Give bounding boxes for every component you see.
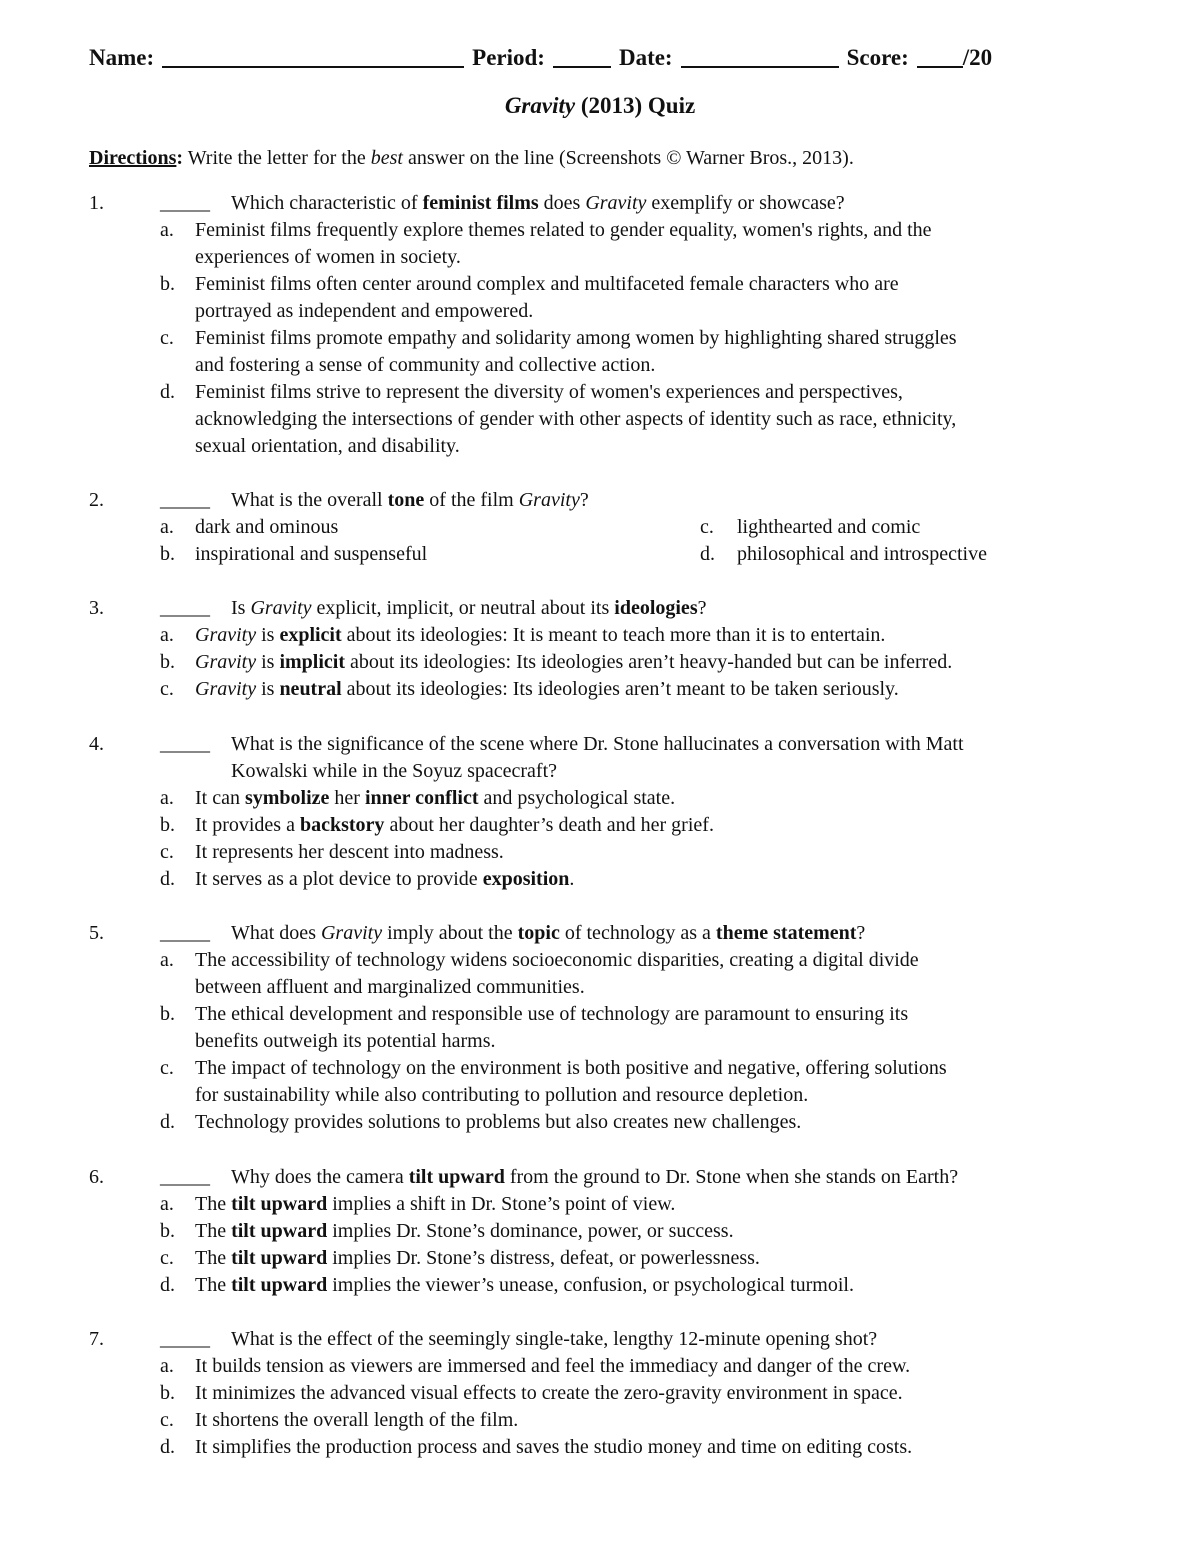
film-title: Gravity <box>195 624 257 646</box>
answer-blank[interactable]: _____ <box>160 733 210 755</box>
q-part: ? <box>856 922 866 944</box>
question-3 <box>0 595 1200 703</box>
option-keyword: tilt upward <box>231 1193 328 1215</box>
option-b-text: inspirational and suspenseful <box>195 543 428 565</box>
option-line: The ethical development and responsible use of technology are paramount to ensuring its <box>195 1003 909 1025</box>
film-title: Gravity <box>195 678 257 700</box>
option-part: is <box>256 624 280 646</box>
option-part: . <box>569 868 575 890</box>
option-row <box>0 514 1200 541</box>
option-text: It minimizes the advanced visual effects to create the zero-gravity environment in space. <box>195 1382 903 1404</box>
option-line: Feminist films strive to represent the diversity of women's experiences and perspectives, <box>195 381 903 403</box>
option-line: benefits outweigh its potential harms. <box>195 1030 496 1052</box>
question-line: What is the significance of the scene where Dr. Stone hallucinates a conversation with Matt <box>231 733 964 755</box>
option-text: It simplifies the production process and saves the studio money and time on editing costs. <box>195 1436 913 1458</box>
option-a <box>0 785 1200 812</box>
question-number: 1. <box>89 192 104 214</box>
student-info-header <box>89 40 1099 72</box>
option-b <box>0 1218 1200 1245</box>
question-number: 4. <box>89 733 104 755</box>
option-text <box>195 217 1100 271</box>
option-part: and psychological state. <box>478 787 676 809</box>
option-d <box>0 1434 1200 1461</box>
option-keyword: backstory <box>299 814 385 836</box>
option-text <box>195 812 1100 839</box>
option-letter: b. <box>160 651 175 673</box>
option-keyword: tilt upward <box>231 1247 328 1269</box>
option-row <box>0 541 1200 568</box>
directions-label: Directions <box>89 147 177 169</box>
option-line: Feminist films promote empathy and solidarity among women by highlighting shared struggles <box>195 327 957 349</box>
option-line: for sustainability while also contributing to pollution and resource depletion. <box>195 1084 809 1106</box>
directions-text-1: Write the letter for the <box>183 147 371 169</box>
option-text <box>195 1245 1100 1272</box>
option-d <box>0 1272 1200 1299</box>
option-letter: c. <box>160 678 174 700</box>
date-label: Date: <box>618 45 673 70</box>
option-line: experiences of women in society. <box>195 246 461 268</box>
option-letter: a. <box>160 1193 174 1215</box>
q-film-title: Gravity <box>320 922 383 944</box>
option-line: between affluent and marginalized communities. <box>195 976 585 998</box>
question-number: 7. <box>89 1328 104 1350</box>
option-part: about its ideologies: It is meant to teach more than it is to entertain. <box>341 624 886 646</box>
option-letter: d. <box>160 1436 175 1458</box>
name-label: Name: <box>89 45 155 70</box>
q-keyword: tilt upward <box>408 1166 505 1188</box>
option-b <box>0 649 1200 676</box>
q-part: Why does the camera <box>231 1166 409 1188</box>
score-total: /20 <box>962 45 993 70</box>
option-a <box>0 947 1200 1001</box>
option-part: It serves as a plot device to provide <box>195 868 483 890</box>
option-line: and fostering a sense of community and collective action. <box>195 354 656 376</box>
option-line: sexual orientation, and disability. <box>195 435 460 457</box>
option-part: implies Dr. Stone’s dominance, power, or success. <box>327 1220 734 1242</box>
period-field[interactable] <box>553 44 611 68</box>
q-keyword: ideologies <box>614 597 698 619</box>
question-line: Kowalski while in the Soyuz spacecraft? <box>231 760 558 782</box>
option-part: The <box>195 1274 232 1296</box>
option-letter: c. <box>160 1247 174 1269</box>
option-part: The <box>195 1247 232 1269</box>
directions-colon: : <box>176 147 184 169</box>
option-keyword: tilt upward <box>231 1220 328 1242</box>
option-letter: b. <box>160 273 175 295</box>
option-b <box>0 1001 1200 1055</box>
option-letter: c. <box>160 1409 174 1431</box>
answer-blank[interactable]: _____ <box>160 922 210 944</box>
question-1 <box>0 190 1200 460</box>
q-part: exemplify or showcase? <box>646 192 845 214</box>
option-keyword: inner conflict <box>364 787 479 809</box>
option-part: is <box>256 678 280 700</box>
question-5 <box>0 920 1200 1136</box>
page-title <box>0 91 1200 121</box>
option-b <box>0 1380 1200 1407</box>
option-part: about its ideologies: Its ideologies aren’t meant to be taken seriously. <box>341 678 899 700</box>
option-c <box>0 1407 1200 1434</box>
option-part: The <box>195 1193 232 1215</box>
question-4 <box>0 731 1200 893</box>
option-part: about her daughter’s death and her grief. <box>384 814 714 836</box>
question-text <box>231 1164 1101 1191</box>
option-keyword: exposition <box>482 868 570 890</box>
answer-blank[interactable]: _____ <box>160 597 210 619</box>
title-rest: (2013) Quiz <box>575 93 696 118</box>
q-part: What is the overall <box>231 489 388 511</box>
option-line: Feminist films often center around complex and multifaceted female characters who are <box>195 273 899 295</box>
option-letter: b. <box>160 1003 175 1025</box>
q-keyword: theme statement <box>715 922 857 944</box>
q-part: from the ground to Dr. Stone when she stands on Earth? <box>504 1166 959 1188</box>
option-letter: d. <box>160 868 175 890</box>
option-part: implies a shift in Dr. Stone’s point of view. <box>327 1193 676 1215</box>
q-keyword: feminist films <box>422 192 539 214</box>
option-d <box>0 866 1200 893</box>
q-film-title: Gravity <box>250 597 312 619</box>
option-text <box>195 1055 1100 1109</box>
answer-blank[interactable]: _____ <box>160 192 210 214</box>
question-6 <box>0 1164 1200 1299</box>
option-part: It provides a <box>195 814 300 836</box>
option-keyword: symbolize <box>244 787 330 809</box>
option-text <box>195 271 1100 325</box>
answer-blank[interactable]: _____ <box>160 489 210 511</box>
option-d <box>0 379 1200 460</box>
question-text <box>231 731 1096 785</box>
option-letter: a. <box>160 949 174 971</box>
title-film: Gravity <box>504 93 576 118</box>
question-text <box>231 920 1101 947</box>
option-part: about its ideologies: Its ideologies aren’t heavy-handed but can be inferred. <box>344 651 953 673</box>
option-keyword: tilt upward <box>231 1274 328 1296</box>
question-number: 6. <box>89 1166 104 1188</box>
name-field[interactable] <box>162 44 464 68</box>
option-letter: b. <box>160 1220 175 1242</box>
option-line: Feminist films frequently explore themes related to gender equality, women's rights, and the <box>195 219 932 241</box>
option-part: implies the viewer’s unease, confusion, or psychological turmoil. <box>327 1274 854 1296</box>
question-text <box>231 487 1101 514</box>
question-7 <box>0 1326 1200 1461</box>
question-2 <box>0 487 1200 568</box>
score-field[interactable] <box>917 44 963 68</box>
option-part: implies Dr. Stone’s distress, defeat, or powerlessness. <box>327 1247 760 1269</box>
option-text <box>195 379 1100 460</box>
option-letter: c. <box>160 841 174 863</box>
question-text: What is the effect of the seemingly single-take, lengthy 12-minute opening shot? <box>231 1328 878 1350</box>
q-part: ? <box>697 597 707 619</box>
q-keyword: topic <box>517 922 560 944</box>
option-text <box>195 622 1100 649</box>
option-line: portrayed as independent and empowered. <box>195 300 534 322</box>
option-letter: d. <box>160 381 175 403</box>
q-part: ? <box>579 489 589 511</box>
option-text <box>195 947 1100 1001</box>
option-a <box>0 217 1200 271</box>
option-keyword: neutral <box>279 678 342 700</box>
option-c <box>0 1055 1200 1109</box>
option-text <box>195 866 1100 893</box>
question-text <box>231 190 1101 217</box>
option-c <box>0 839 1200 866</box>
option-text: Technology provides solutions to problems but also creates new challenges. <box>195 1111 802 1133</box>
option-letter: a. <box>160 624 174 646</box>
option-part: is <box>256 651 280 673</box>
option-letter: a. <box>160 1355 174 1377</box>
question-number: 5. <box>89 922 104 944</box>
q-part: explicit, implicit, or neutral about its <box>311 597 615 619</box>
q-film-title: Gravity <box>518 489 580 511</box>
question-number: 3. <box>89 597 104 619</box>
option-letter: b. <box>160 814 175 836</box>
option-b <box>0 812 1200 839</box>
option-text <box>195 325 1100 379</box>
date-field[interactable] <box>681 44 839 68</box>
directions <box>89 144 1099 172</box>
option-letter: a. <box>160 516 174 538</box>
option-text <box>195 785 1100 812</box>
option-line: acknowledging the intersections of gender with other aspects of identity such as race, ethnicity, <box>195 408 957 430</box>
score-label: Score: <box>846 45 909 70</box>
q-part: of technology as a <box>559 922 716 944</box>
option-letter: d. <box>700 543 715 565</box>
option-c <box>0 676 1200 703</box>
option-letter: a. <box>160 787 174 809</box>
option-letter: a. <box>160 219 174 241</box>
option-text <box>195 1191 1100 1218</box>
q-part: of the film <box>424 489 519 511</box>
option-part: her <box>329 787 365 809</box>
q-film-title: Gravity <box>585 192 647 214</box>
option-text <box>195 1001 1100 1055</box>
option-c <box>0 325 1200 379</box>
option-text: It builds tension as viewers are immersed and feel the immediacy and danger of the crew. <box>195 1355 911 1377</box>
option-letter: d. <box>160 1274 175 1296</box>
option-letter: b. <box>160 1382 175 1404</box>
option-letter: d. <box>160 1111 175 1133</box>
option-letter: b. <box>160 543 175 565</box>
option-line: The accessibility of technology widens socioeconomic disparities, creating a digital divide <box>195 949 919 971</box>
option-keyword: implicit <box>279 651 345 673</box>
option-a-text: dark and ominous <box>195 516 339 538</box>
q-part: Is <box>231 597 251 619</box>
q-part: imply about the <box>382 922 518 944</box>
option-a <box>0 1191 1200 1218</box>
option-text: It shortens the overall length of the film. <box>195 1409 519 1431</box>
option-text: It represents her descent into madness. <box>195 841 504 863</box>
option-a <box>0 1353 1200 1380</box>
option-text <box>195 676 1100 703</box>
option-c <box>0 1245 1200 1272</box>
option-d-text: philosophical and introspective <box>737 543 987 565</box>
option-part: The <box>195 1220 232 1242</box>
period-label: Period: <box>472 45 545 70</box>
q-part: What does <box>231 922 321 944</box>
option-text <box>195 1218 1100 1245</box>
question-number: 2. <box>89 489 104 511</box>
option-letter: c. <box>160 1057 174 1079</box>
directions-text-2: answer on the line (Screenshots © Warner Bros., 2013). <box>402 147 854 169</box>
option-text <box>195 649 1100 676</box>
option-part: It can <box>195 787 245 809</box>
option-c-text: lighthearted and comic <box>737 516 921 538</box>
option-b <box>0 271 1200 325</box>
option-a <box>0 622 1200 649</box>
option-text <box>195 1272 1100 1299</box>
question-text <box>231 595 1101 622</box>
answer-blank[interactable]: _____ <box>160 1328 210 1350</box>
q-keyword: tone <box>387 489 425 511</box>
directions-best: best <box>370 147 403 169</box>
film-title: Gravity <box>195 651 257 673</box>
option-letter: c. <box>160 327 174 349</box>
option-letter: c. <box>700 516 714 538</box>
option-line: The impact of technology on the environment is both positive and negative, offering solutions <box>195 1057 947 1079</box>
q-part: Which characteristic of <box>231 192 423 214</box>
answer-blank[interactable]: _____ <box>160 1166 210 1188</box>
option-keyword: explicit <box>279 624 342 646</box>
option-d <box>0 1109 1200 1136</box>
q-part: does <box>538 192 586 214</box>
